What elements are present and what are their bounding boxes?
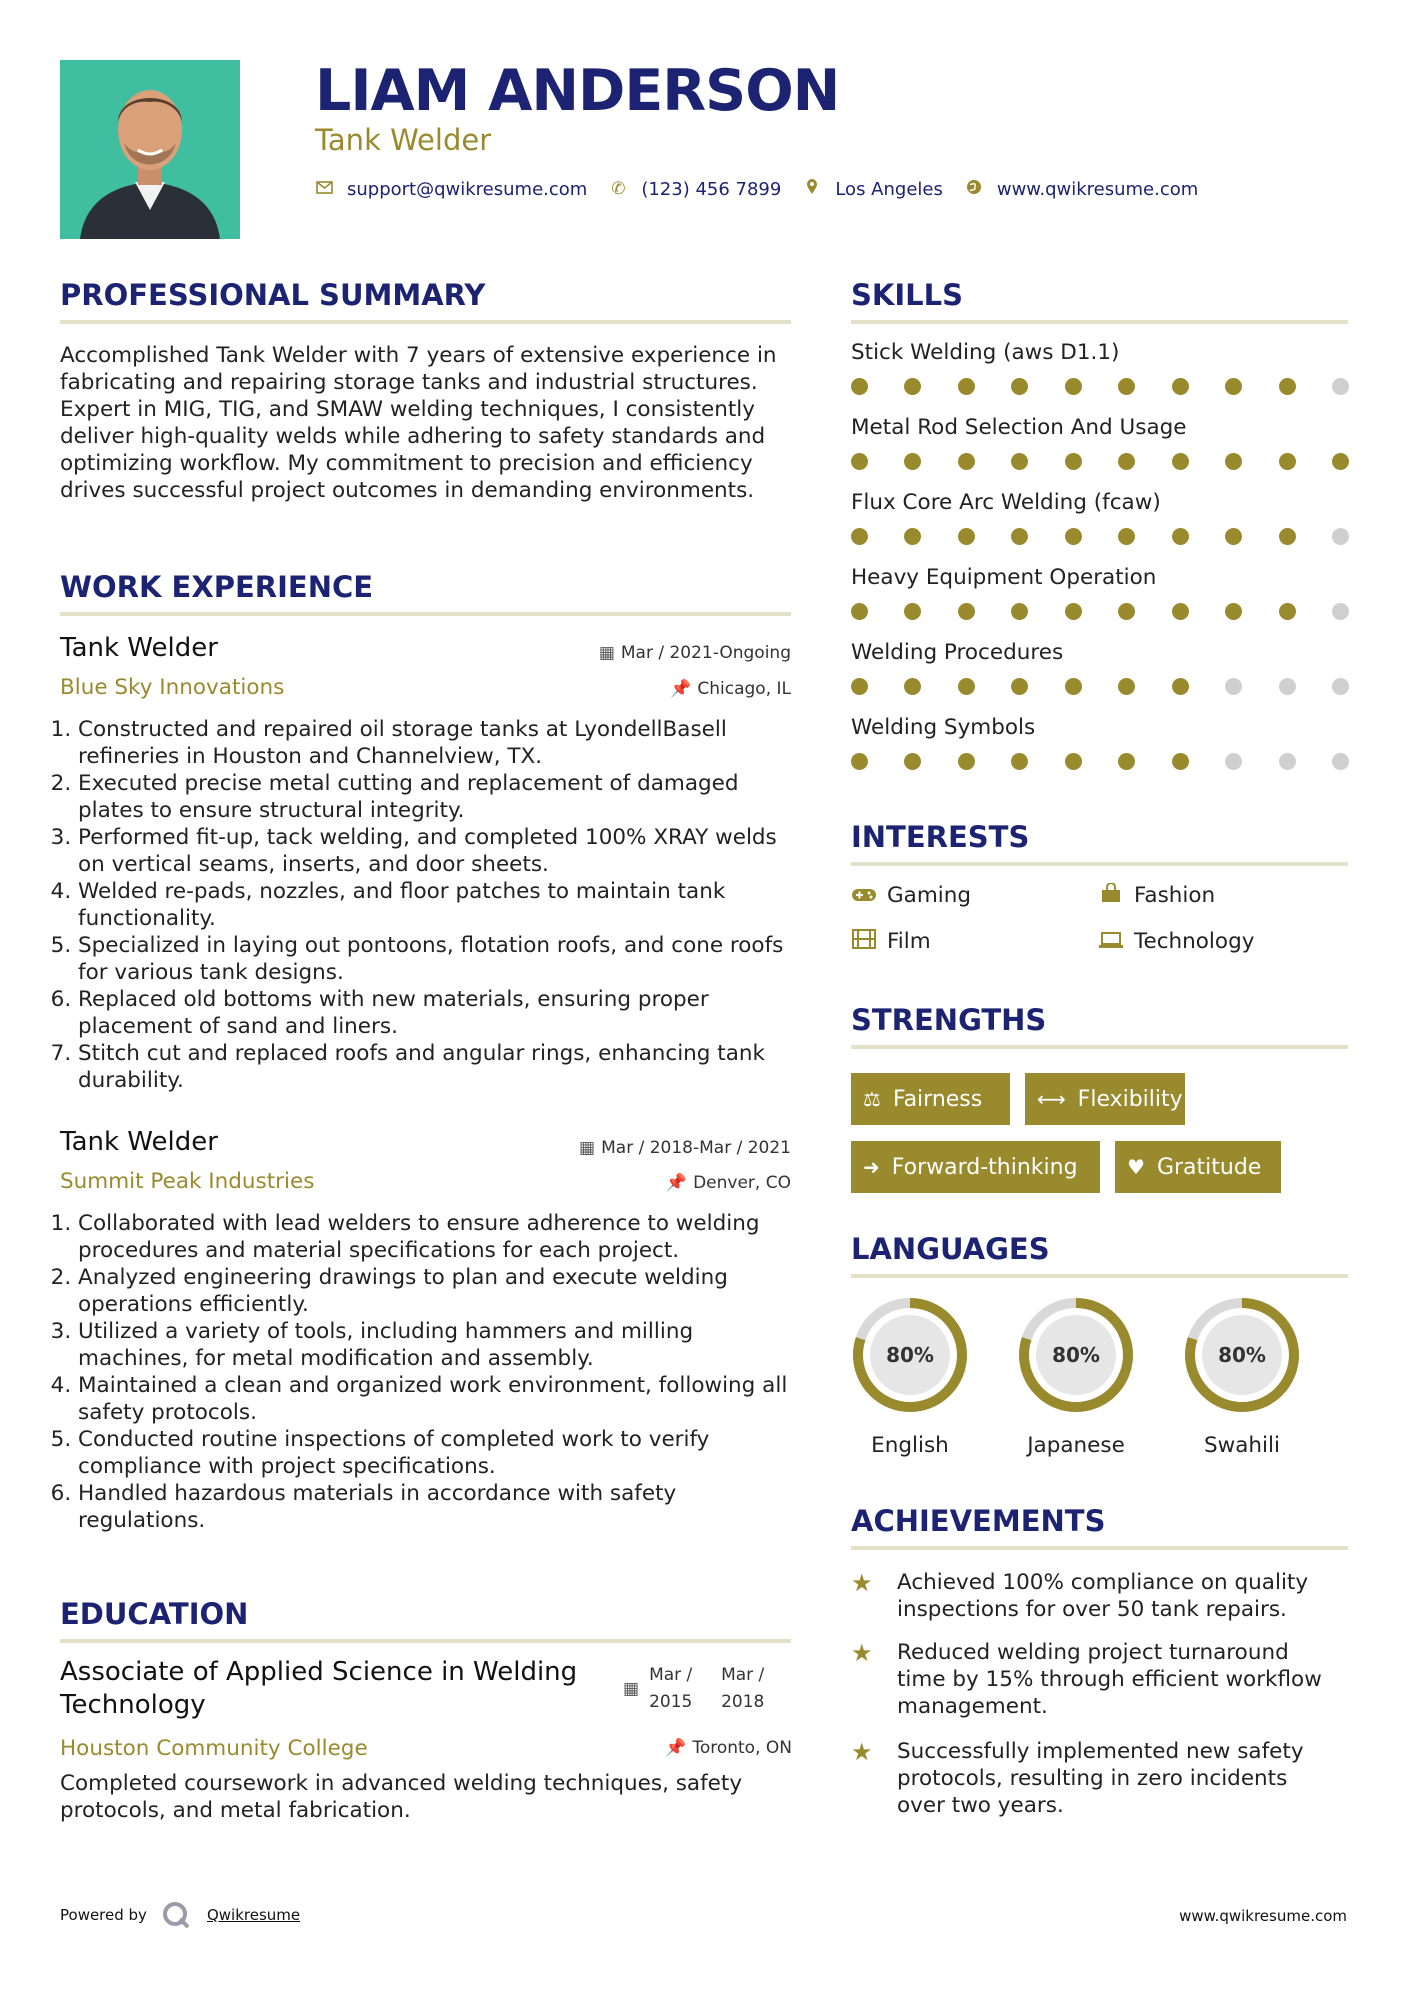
rating-dot-filled bbox=[1332, 453, 1349, 470]
rating-dot-filled bbox=[1065, 603, 1082, 620]
list-item: 4. Welded re-pads, nozzles, and floor patches to maintain tank functionality. bbox=[78, 878, 803, 932]
rating-dot-filled bbox=[1011, 678, 1028, 695]
rating-dot-filled bbox=[958, 378, 975, 395]
job-location bbox=[666, 1173, 791, 1193]
email-text: support@qwikresume.com bbox=[347, 178, 588, 200]
skill-item bbox=[851, 715, 1351, 770]
company-name: Blue Sky Innovations bbox=[60, 675, 285, 700]
rating-dot-empty bbox=[1332, 753, 1349, 770]
job-duties-list bbox=[60, 716, 803, 1094]
rating-dot-filled bbox=[1011, 528, 1028, 545]
interest-label: Gaming bbox=[887, 883, 972, 908]
job-location-text: Denver, CO bbox=[693, 1173, 791, 1193]
footer-powered-by bbox=[60, 1900, 300, 1930]
education-end-month: Mar / bbox=[721, 1665, 765, 1685]
job-dates-text: Mar / 2021-Ongoing bbox=[620, 643, 791, 663]
summary-rule bbox=[60, 320, 791, 324]
interests-heading: INTERESTS bbox=[851, 820, 1030, 854]
experience-rule bbox=[60, 612, 791, 616]
contact-phone[interactable] bbox=[609, 179, 781, 200]
achievements-heading: ACHIEVEMENTS bbox=[851, 1504, 1106, 1538]
interest-label: Fashion bbox=[1134, 883, 1216, 908]
skill-item bbox=[851, 340, 1351, 395]
contact-email[interactable] bbox=[315, 179, 587, 200]
rating-dot-empty bbox=[1225, 753, 1242, 770]
shopping-bag-icon bbox=[1098, 883, 1124, 908]
rating-dot-filled bbox=[958, 603, 975, 620]
heart-icon: ♥ bbox=[1127, 1155, 1145, 1179]
skill-name: Flux Core Arc Welding (fcaw) bbox=[851, 490, 1161, 515]
list-item: 2. Executed precise metal cutting and replacement of damaged plates to ensure structural integrity. bbox=[78, 770, 803, 824]
language-name: English bbox=[871, 1433, 949, 1458]
summary-text: Accomplished Tank Welder with 7 years of extensive experience in fabricating and repairing storage tanks and industrial structures. Expert in MIG, TIG, and SMAW welding techniques, I consistently deliver high-quality welds while adhering to safety standards and optimizing workflow. My commitment to precision and efficiency drives successful project outcomes in demanding environments. bbox=[60, 343, 777, 503]
rating-dot-filled bbox=[958, 528, 975, 545]
qwikresume-link[interactable]: Qwikresume bbox=[206, 1906, 301, 1924]
rating-dot-filled bbox=[1225, 378, 1242, 395]
rating-dot-filled bbox=[1225, 528, 1242, 545]
strength-label: Forward-thinking bbox=[891, 1154, 1078, 1180]
strength-tag-gratitude bbox=[1115, 1141, 1281, 1193]
company-name: Summit Peak Industries bbox=[60, 1169, 315, 1194]
education-end bbox=[721, 1662, 793, 1716]
rating-dot-filled bbox=[1172, 528, 1189, 545]
summary-heading: PROFESSIONAL SUMMARY bbox=[60, 278, 486, 312]
rating-dot-filled bbox=[1118, 753, 1135, 770]
contact-location bbox=[803, 178, 943, 200]
list-item: 3. Performed fit-up, tack welding, and completed 100% XRAY welds on vertical seams, inserts, and door sheets. bbox=[78, 824, 803, 878]
experience-heading: WORK EXPERIENCE bbox=[60, 570, 374, 604]
rating-dot-empty bbox=[1279, 753, 1296, 770]
skills-rule bbox=[851, 320, 1348, 324]
phone-text: (123) 456 7899 bbox=[641, 178, 782, 200]
rating-dot-filled bbox=[1279, 528, 1296, 545]
shooting-star-icon: ★ bbox=[851, 1738, 873, 1766]
job-dates bbox=[579, 1138, 791, 1158]
skill-rating bbox=[851, 378, 1349, 395]
achievement-item bbox=[851, 1639, 1351, 1720]
strengths-rule bbox=[851, 1045, 1348, 1049]
rating-dot-filled bbox=[1065, 528, 1082, 545]
shooting-star-icon: ★ bbox=[851, 1569, 873, 1597]
rating-dot-filled bbox=[851, 753, 868, 770]
skill-name: Metal Rod Selection And Usage bbox=[851, 415, 1187, 440]
rating-dot-filled bbox=[904, 453, 921, 470]
location-text: Los Angeles bbox=[835, 178, 943, 200]
strength-label: Flexibility bbox=[1077, 1086, 1183, 1112]
list-item: 1. Constructed and repaired oil storage tanks at LyondellBasell refineries in Houston and Channelview, TX. bbox=[78, 716, 803, 770]
languages-rule bbox=[851, 1274, 1348, 1278]
strength-tag-fairness bbox=[851, 1073, 1010, 1125]
rating-dot-filled bbox=[1011, 378, 1028, 395]
qwikresume-logo-icon bbox=[161, 1900, 191, 1930]
rating-dot-filled bbox=[958, 678, 975, 695]
language-item bbox=[1014, 1293, 1138, 1458]
rating-dot-filled bbox=[851, 603, 868, 620]
rating-dot-filled bbox=[851, 528, 868, 545]
skill-rating bbox=[851, 678, 1349, 695]
achievement-text: Reduced welding project turnaround time by 15% through efficient workflow management. bbox=[897, 1640, 1322, 1719]
rating-dot-filled bbox=[904, 678, 921, 695]
shooting-star-icon: ★ bbox=[851, 1639, 873, 1667]
achievement-item bbox=[851, 1569, 1351, 1623]
language-item bbox=[1180, 1293, 1304, 1458]
rating-dot-filled bbox=[1065, 678, 1082, 695]
calendar-icon: ▦ bbox=[579, 1138, 596, 1158]
education-start bbox=[649, 1662, 721, 1716]
list-item: 1. Collaborated with lead welders to ensure adherence to welding procedures and material specifications for each project. bbox=[78, 1210, 803, 1264]
skill-rating bbox=[851, 603, 1349, 620]
rating-dot-filled bbox=[1118, 528, 1135, 545]
rating-dot-empty bbox=[1332, 528, 1349, 545]
rating-dot-filled bbox=[1118, 453, 1135, 470]
rating-dot-filled bbox=[1118, 678, 1135, 695]
list-item: 5. Conducted routine inspections of completed work to verify compliance with project specifications. bbox=[78, 1426, 803, 1480]
language-name: Swahili bbox=[1204, 1433, 1280, 1458]
rating-dot-filled bbox=[904, 603, 921, 620]
footer-website[interactable]: www.qwikresume.com bbox=[1179, 1907, 1347, 1925]
rating-dot-empty bbox=[1332, 378, 1349, 395]
strength-label: Gratitude bbox=[1156, 1154, 1262, 1180]
envelope-icon bbox=[315, 179, 333, 199]
rating-dot-filled bbox=[1279, 453, 1296, 470]
rating-dot-empty bbox=[1225, 678, 1242, 695]
achievement-text: Achieved 100% compliance on quality inspections for over 50 tank repairs. bbox=[897, 1570, 1309, 1622]
interest-item-technology bbox=[1098, 929, 1254, 954]
skill-rating bbox=[851, 453, 1349, 470]
job-duties-list bbox=[60, 1210, 803, 1534]
achievements-rule bbox=[851, 1546, 1348, 1550]
rating-dot-filled bbox=[1065, 453, 1082, 470]
skill-rating bbox=[851, 753, 1349, 770]
rating-dot-filled bbox=[1172, 378, 1189, 395]
calendar-icon: ▦ bbox=[598, 643, 615, 663]
education-heading: EDUCATION bbox=[60, 1597, 249, 1631]
rating-dot-filled bbox=[851, 378, 868, 395]
skill-item bbox=[851, 415, 1351, 470]
job-dates-text: Mar / 2018-Mar / 2021 bbox=[601, 1138, 791, 1158]
rating-dot-filled bbox=[958, 753, 975, 770]
rating-dot-filled bbox=[1011, 753, 1028, 770]
powered-by-label: Powered by bbox=[60, 1906, 147, 1924]
rating-dot-filled bbox=[1172, 603, 1189, 620]
school-name: Houston Community College bbox=[60, 1736, 368, 1761]
rating-dot-filled bbox=[1065, 378, 1082, 395]
skills-heading: SKILLS bbox=[851, 278, 963, 312]
rating-dot-filled bbox=[1172, 678, 1189, 695]
rating-dot-filled bbox=[851, 453, 868, 470]
interest-label: Technology bbox=[1134, 929, 1255, 954]
education-start-year: 2015 bbox=[649, 1692, 693, 1712]
education-description: Completed coursework in advanced welding techniques, safety protocols, and metal fabrication. bbox=[60, 1771, 743, 1823]
rating-dot-filled bbox=[1279, 603, 1296, 620]
website-text: www.qwikresume.com bbox=[996, 178, 1199, 200]
achievement-item bbox=[851, 1738, 1351, 1819]
language-percent: 80% bbox=[1052, 1343, 1100, 1367]
rating-dot-filled bbox=[904, 528, 921, 545]
education-rule bbox=[60, 1639, 791, 1643]
rating-dot-filled bbox=[1065, 753, 1082, 770]
achievement-text: Successfully implemented new safety protocols, resulting in zero incidents over two years. bbox=[897, 1739, 1304, 1818]
job-title: Tank Welder bbox=[60, 1127, 218, 1157]
skill-name: Heavy Equipment Operation bbox=[851, 565, 1157, 590]
pin-icon: 📌 bbox=[665, 1173, 688, 1193]
candidate-name: LIAM ANDERSON bbox=[315, 58, 840, 124]
job-location bbox=[670, 679, 791, 699]
list-item: 3. Utilized a variety of tools, including hammers and milling machines, for metal modification and assembly. bbox=[78, 1318, 803, 1372]
rating-dot-filled bbox=[1172, 753, 1189, 770]
phone-icon: ✆ bbox=[611, 179, 626, 199]
skill-item bbox=[851, 565, 1351, 620]
list-item: 7. Stitch cut and replaced roofs and angular rings, enhancing tank durability. bbox=[78, 1040, 803, 1094]
strength-label: Fairness bbox=[892, 1086, 983, 1112]
language-percent: 80% bbox=[1218, 1343, 1266, 1367]
language-progress-ring bbox=[1180, 1293, 1304, 1417]
rating-dot-empty bbox=[1332, 678, 1349, 695]
film-icon bbox=[851, 929, 877, 954]
skill-rating bbox=[851, 528, 1349, 545]
interest-label: Film bbox=[887, 929, 931, 954]
languages-heading: LANGUAGES bbox=[851, 1232, 1050, 1266]
interest-item-gaming bbox=[851, 883, 971, 908]
pin-icon: 📌 bbox=[670, 679, 692, 699]
skill-name: Welding Symbols bbox=[851, 715, 1036, 740]
education-start-month: Mar / bbox=[649, 1665, 693, 1685]
interests-rule bbox=[851, 862, 1348, 866]
candidate-title: Tank Welder bbox=[315, 123, 492, 157]
skill-item bbox=[851, 490, 1351, 545]
language-percent: 80% bbox=[886, 1343, 934, 1367]
arrow-right-icon: ➜ bbox=[863, 1155, 880, 1179]
degree-title: Associate of Applied Science in Welding Technology bbox=[60, 1657, 578, 1720]
contact-website[interactable] bbox=[965, 179, 1198, 200]
rating-dot-filled bbox=[1011, 453, 1028, 470]
skill-name: Welding Procedures bbox=[851, 640, 1064, 665]
skill-name: Stick Welding (aws D1.1) bbox=[851, 340, 1120, 365]
laptop-icon bbox=[1098, 930, 1124, 954]
pin-icon: 📌 bbox=[665, 1738, 687, 1758]
rating-dot-filled bbox=[851, 678, 868, 695]
job-location-text: Chicago, IL bbox=[697, 679, 791, 699]
rating-dot-filled bbox=[1279, 378, 1296, 395]
gamepad-icon bbox=[851, 884, 877, 908]
calendar-icon: ▦ bbox=[623, 1679, 640, 1699]
education-dates bbox=[623, 1662, 793, 1716]
skill-item bbox=[851, 640, 1351, 695]
map-marker-icon bbox=[803, 178, 821, 200]
education-location bbox=[665, 1738, 792, 1758]
rating-dot-filled bbox=[1118, 603, 1135, 620]
education-end-year: 2018 bbox=[721, 1692, 765, 1712]
rating-dot-empty bbox=[1279, 678, 1296, 695]
rating-dot-filled bbox=[958, 453, 975, 470]
strength-tag-flexibility bbox=[1025, 1073, 1185, 1125]
interest-item-film bbox=[851, 929, 931, 954]
job-dates bbox=[599, 643, 791, 663]
horizontal-arrows-icon: ⟷ bbox=[1037, 1087, 1066, 1111]
rating-dot-filled bbox=[1172, 453, 1189, 470]
list-item: 6. Replaced old bottoms with new materials, ensuring proper placement of sand and liners. bbox=[78, 986, 803, 1040]
interest-item-fashion bbox=[1098, 883, 1215, 908]
strength-tag-forward-thinking bbox=[851, 1141, 1100, 1193]
education-location-text: Toronto, ON bbox=[692, 1738, 792, 1758]
strengths-heading: STRENGTHS bbox=[851, 1003, 1047, 1037]
balance-scale-icon: ⚖ bbox=[863, 1087, 881, 1111]
rating-dot-filled bbox=[1011, 603, 1028, 620]
job-title: Tank Welder bbox=[60, 633, 218, 663]
rating-dot-filled bbox=[1225, 453, 1242, 470]
language-item bbox=[848, 1293, 972, 1458]
globe-icon bbox=[965, 179, 983, 200]
list-item: 6. Handled hazardous materials in accordance with safety regulations. bbox=[78, 1480, 803, 1534]
rating-dot-filled bbox=[904, 378, 921, 395]
list-item: 5. Specialized in laying out pontoons, flotation roofs, and cone roofs for various tank designs. bbox=[78, 932, 803, 986]
language-progress-ring bbox=[1014, 1293, 1138, 1417]
rating-dot-empty bbox=[1332, 603, 1349, 620]
list-item: 4. Maintained a clean and organized work environment, following all safety protocols. bbox=[78, 1372, 803, 1426]
rating-dot-filled bbox=[1118, 378, 1135, 395]
contact-bar bbox=[315, 178, 1220, 200]
profile-photo bbox=[60, 60, 240, 239]
rating-dot-filled bbox=[1225, 603, 1242, 620]
language-progress-ring bbox=[848, 1293, 972, 1417]
rating-dot-filled bbox=[904, 753, 921, 770]
language-name: Japanese bbox=[1027, 1433, 1125, 1458]
list-item: 2. Analyzed engineering drawings to plan and execute welding operations efficiently. bbox=[78, 1264, 803, 1318]
